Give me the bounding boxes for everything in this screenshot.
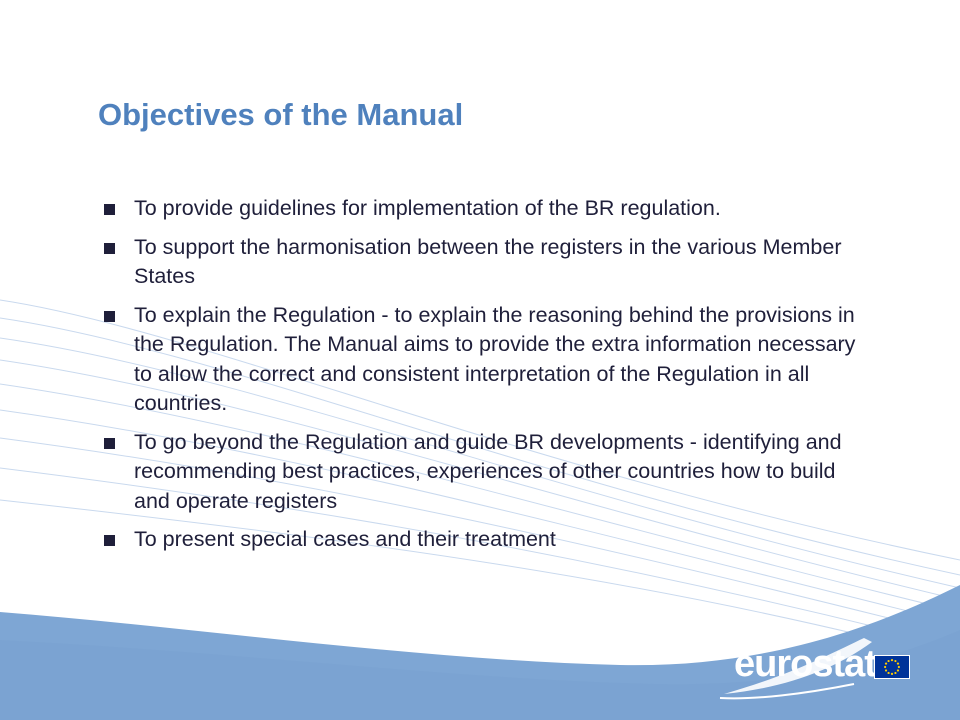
bullet-item <box>104 194 864 224</box>
bullet-text: To support the harmonisation between the registers in the various Member States <box>134 234 842 288</box>
bullet-item <box>104 233 864 292</box>
eurostat-logo-text: eurostat <box>734 643 876 685</box>
bullet-text: To present special cases and their treatment <box>134 527 556 551</box>
bullet-item <box>104 428 864 517</box>
slide-title: Objectives of the Manual <box>98 97 464 132</box>
bullet-text: To go beyond the Regulation and guide BR developments - identifying and recommending best practices, experiences of other countries how to build and operate registers <box>134 429 842 513</box>
square-bullet-icon <box>104 535 115 546</box>
square-bullet-icon <box>104 311 115 322</box>
square-bullet-icon <box>104 204 115 215</box>
bullet-list <box>104 194 864 564</box>
eu-flag-icon <box>874 655 910 679</box>
square-bullet-icon <box>104 438 115 449</box>
square-bullet-icon <box>104 243 115 254</box>
bullet-item <box>104 525 864 555</box>
bullet-text: To provide guidelines for implementation of the BR regulation. <box>134 196 721 220</box>
bullet-item <box>104 301 864 419</box>
bullet-text: To explain the Regulation - to explain the reasoning behind the provisions in the Regulation. The Manual aims to provide the extra information necessary to allow the correct and consistent interpretation of the Regulation in all countries. <box>134 302 856 415</box>
